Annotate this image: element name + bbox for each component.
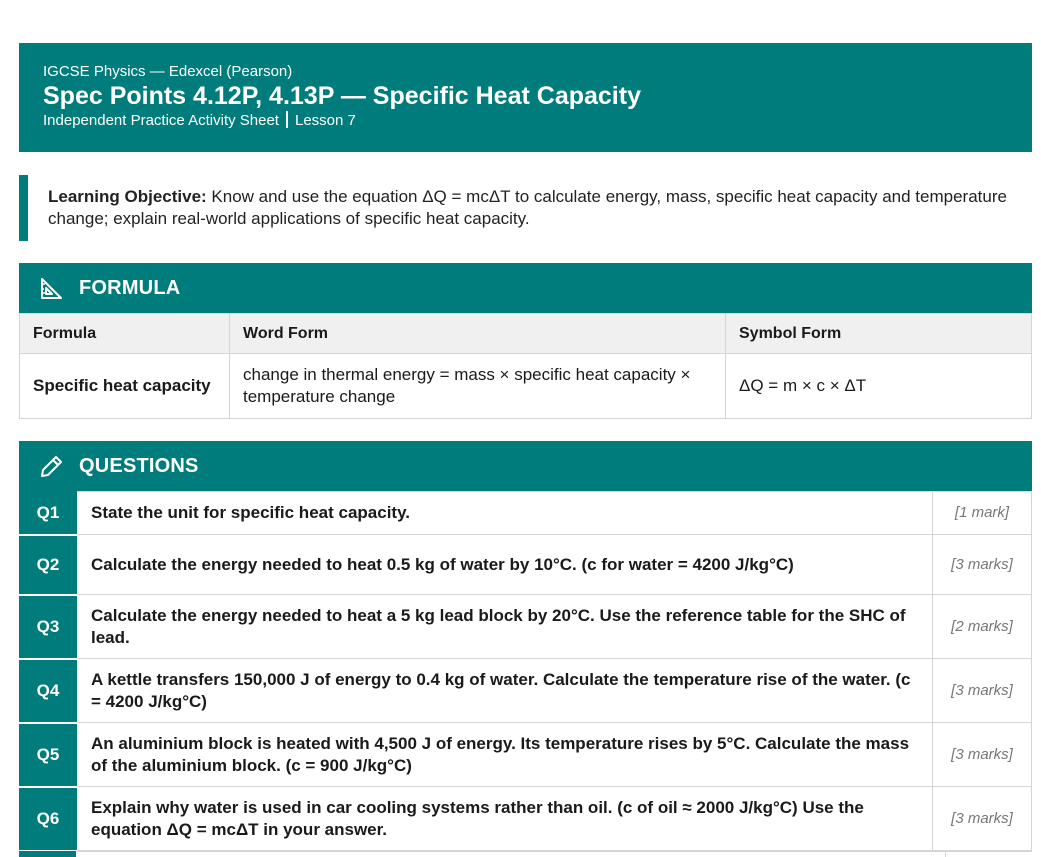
question-marks: [2 marks] xyxy=(933,595,1032,659)
column-divider xyxy=(945,851,946,857)
question-text: Calculate the energy needed to heat a 5 kg lead block by 20°C. Use the reference table for the SHC of lead. xyxy=(77,595,933,659)
question-number: Q3 xyxy=(20,595,77,659)
question-text: State the unit for specific heat capacity. xyxy=(77,492,933,535)
question-row-5 xyxy=(20,723,1032,787)
worksheet-header xyxy=(19,43,1032,152)
question-number: Q6 xyxy=(20,787,77,851)
question-text: An aluminium block is heated with 4,500 J of energy. Its temperature rises by 5°C. Calculate the mass of the aluminium block. (c = 900 J/kg°C) xyxy=(77,723,933,787)
column-header-symbol-form: Symbol Form xyxy=(726,314,1032,354)
formula-section-header xyxy=(19,263,1032,313)
question-number: Q4 xyxy=(20,659,77,723)
question-marks: [3 marks] xyxy=(933,659,1032,723)
header-subtitle xyxy=(43,111,1008,130)
question-marks: [3 marks] xyxy=(933,787,1032,851)
question-marks: [1 mark] xyxy=(933,492,1032,535)
column-header-formula: Formula xyxy=(20,314,230,354)
question-row-4 xyxy=(20,659,1032,723)
lesson-number: Lesson 7 xyxy=(294,112,356,129)
column-header-word-form: Word Form xyxy=(230,314,726,354)
objective-label: Learning Objective: xyxy=(48,187,207,206)
question-marks: [3 marks] xyxy=(933,535,1032,595)
page-title: Spec Points 4.12P, 4.13P — Specific Heat Capacity xyxy=(43,82,641,110)
divider xyxy=(286,111,288,128)
question-text: A kettle transfers 150,000 J of energy to 0.4 kg of water. Calculate the temperature rise of the water. (c = 4200 J/kg°C) xyxy=(77,659,933,723)
row-divider xyxy=(76,851,1032,852)
question-row-3 xyxy=(20,595,1032,659)
questions-table xyxy=(19,491,1032,852)
question-number: Q1 xyxy=(20,492,77,535)
question-number: Q5 xyxy=(20,723,77,787)
activity-type: Independent Practice Activity Sheet xyxy=(43,112,279,129)
question-row-1 xyxy=(20,492,1032,535)
question-text: Calculate the energy needed to heat 0.5 kg of water by 10°C. (c for water = 4200 J/kg°C) xyxy=(77,535,933,595)
questions-heading: QUESTIONS xyxy=(79,454,199,477)
formula-word-form: change in thermal energy = mass × specific heat capacity × temperature change xyxy=(230,354,726,419)
question-text: Explain why water is used in car cooling systems rather than oil. (c of oil ≈ 2000 J/kg°C) Use the equation ΔQ = mcΔT in your answer. xyxy=(77,787,933,851)
question-row-6 xyxy=(20,787,1032,851)
table-row xyxy=(20,354,1032,419)
learning-objective xyxy=(19,175,1032,241)
objective-text: Know and use the equation ΔQ = mcΔT to calculate energy, mass, specific heat capacity and temperature change; explain real-world applications of specific heat capacity. xyxy=(48,187,1007,228)
question-row-2 xyxy=(20,535,1032,595)
formula-table xyxy=(19,313,1032,419)
course-label: IGCSE Physics — Edexcel (Pearson) xyxy=(43,63,293,80)
formula-name: Specific heat capacity xyxy=(20,354,230,419)
pencil-icon xyxy=(39,453,65,479)
formula-symbol-form: ΔQ = m × c × ΔT xyxy=(726,354,1032,419)
formula-table-header xyxy=(20,314,1032,354)
question-number: Q2 xyxy=(20,535,77,595)
question-marks: [3 marks] xyxy=(933,723,1032,787)
questions-section-header xyxy=(19,441,1032,491)
set-square-ruler-icon xyxy=(39,275,65,301)
formula-heading: FORMULA xyxy=(79,276,181,299)
question-row-partial xyxy=(19,851,1032,857)
question-number-cell xyxy=(19,851,76,857)
